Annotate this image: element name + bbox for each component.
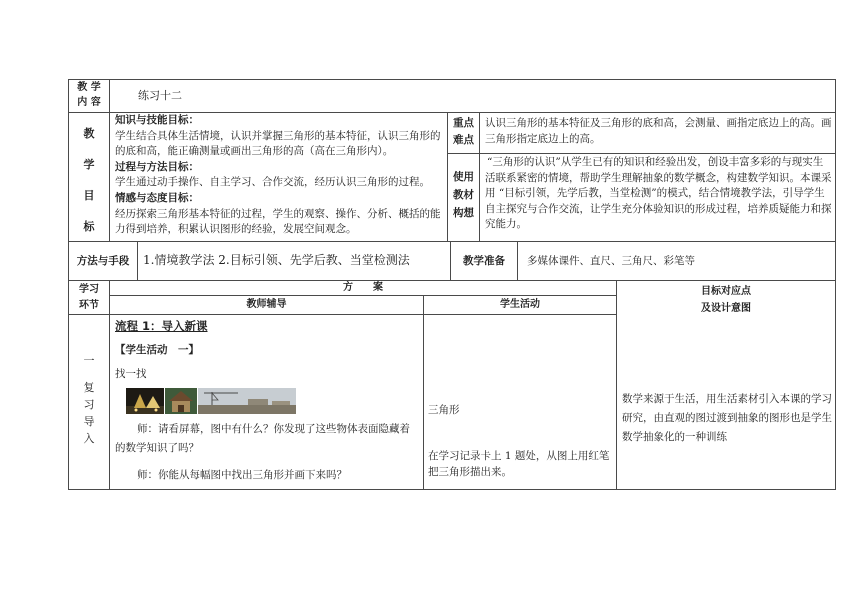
content-label [69,80,109,112]
objectives-label [69,118,109,238]
emotion-title: 情感与态度目标： [115,191,199,204]
step-label [69,282,109,314]
key-points-label-line2: 难点 [453,134,474,146]
find-text: 找一找 [115,368,147,380]
key-points-label-line1: 重点 [453,117,474,129]
step-label-line1: 学习 [79,284,99,295]
lesson-title: 练习十二 [138,89,182,102]
methods-text: 1.情境教学法 2.目标引领、先学后教、当堂检测法 [143,253,410,267]
house-image [165,388,197,414]
crane-site-image [198,388,296,414]
process-title: 过程与方法目标： [115,160,199,173]
teacher-question-1: 师：请看屏幕，图中有什么？你发现了这些物体表面隐藏着的数学知识了吗？ [115,423,410,454]
knowledge-text: 学生结合具体生活情境，认识并掌握三角形的基本特征，认识三角形的的底和高，能正确测量或画出三角形的高（高在三角形内）。 [115,129,441,158]
textbook-label [448,168,479,228]
activity-title: 【学生活动 一】 [115,344,199,356]
step1-label-char: 习 [83,398,95,411]
step-label-line2: 环节 [79,300,99,311]
goal-label-line2: 及设计意图 [701,303,751,314]
goal-label-line1: 目标对应点 [701,286,751,297]
process-text: 学生通过动手操作、自主学习、合作交流，经历认识三角形的过程。 [115,176,430,189]
step1-label-char: 导 [83,415,95,428]
emotion-text: 经历探索三角形基本特征的过程，学生的观察、操作、分析、概括的能力得到培养，积累认识图形的经验，发展空间观念。 [115,207,441,236]
methods-label: 方法与手段 [76,255,130,267]
textbook-label-line: 构想 [453,207,474,219]
content-label-line2: 内 容 [77,97,101,108]
objectives-label-char: 学 [83,158,95,171]
textbook-label-line: 教材 [453,189,474,201]
goal-label [617,283,835,315]
objectives-label-char: 标 [83,220,95,233]
student-answer-1: 三角形 [428,404,460,416]
knowledge-title: 知识与技能目标： [115,114,199,126]
step1-label-char: 入 [83,432,95,445]
prep-text: 多媒体课件、直尺、三角尺、彩笔等 [527,255,695,267]
key-points-label [448,115,479,151]
textbook-label-line: 使用 [453,171,474,183]
design-intent-text: 数学来源于生活，用生活素材引入本课的学习研究，由直观的图过渡到抽象的图形也是学生数学抽象化的一种训练 [622,393,832,443]
scene-images [126,388,296,414]
step1-label [69,352,109,462]
step1-label-char: 一 [83,354,95,367]
textbook-text: “三角形的认识”从学生已有的知识和经验出发，创设丰富多彩的与现实生活联系紧密的情境，帮助学生理解抽象的数学概念，构建数学知识。本课采用 “目标引领，先学后教，当堂检测”的模式，结合情境教学法，引导学生自主探究与合作交流，让学生充分体验知识的形成过程，培养质疑能力和探究能力。 [485,156,832,231]
flow-title: 流程 1：导入新课 [115,319,208,333]
key-points-text: 认识三角形的基本特征及三角形的底和高，会测量、画指定底边上的高。画三角形指定底边上的高。 [485,117,832,145]
prep-label: 教学准备 [463,255,505,267]
teacher-question-2: 师：你能从每幅图中找出三角形并画下来吗？ [137,469,347,481]
student-label: 学生活动 [500,299,540,310]
content-label-line1: 教 学 [77,82,101,93]
step1-label-char: 复 [83,381,95,394]
night-tower-image [126,388,164,414]
objectives-label-char: 目 [83,189,95,202]
plan-label: 方 案 [343,282,383,293]
objectives-content [115,113,443,240]
teacher-label: 教师辅导 [246,299,287,310]
objectives-label-char: 教 [83,127,95,140]
student-answer-2: 在学习记录卡上 1 题处，从图上用红笔把三角形描出来。 [428,450,610,478]
